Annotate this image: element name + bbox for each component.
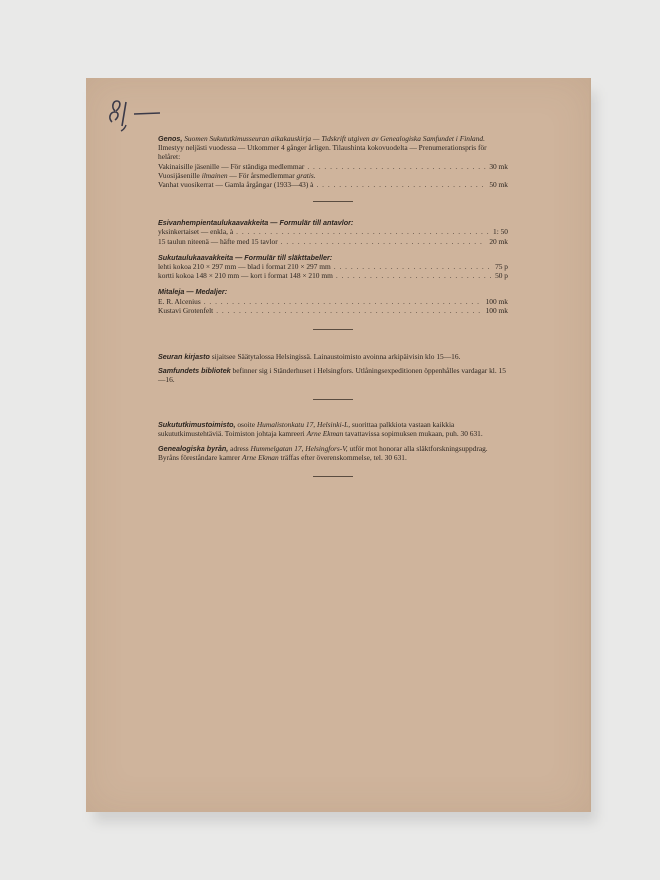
office-sv-text: utför mot honorar alla släktforskningsuppdrag. Byråns föreståndare kamrer — [158, 444, 488, 463]
price-row — [158, 171, 508, 180]
price-row — [158, 180, 508, 189]
price-row — [158, 162, 508, 171]
price-value: 100 mk — [485, 305, 508, 315]
price-value: 100 mk — [485, 296, 508, 306]
price-label: E. R. Alcenius — [158, 296, 201, 306]
price-value: 50 p — [495, 271, 508, 281]
antavlor-section — [158, 218, 508, 246]
leader-dots — [216, 306, 482, 315]
office-sv-title: Genealogiska byrån, — [158, 444, 229, 454]
office-sv-text: träffas efter överenskommelse, tel. 30 631. — [278, 453, 407, 463]
section-title: Esivanhempientaulukaavakkeita — Formulär till antavlor: — [158, 218, 354, 228]
section-title: Sukutaulukaavakkeita — Formulär till släkttabeller: — [158, 252, 333, 262]
price-row — [158, 262, 508, 271]
label-part-italic: gratis. — [296, 170, 316, 180]
price-label: yksinkertaiset — enkla, à — [158, 227, 234, 237]
price-row — [158, 306, 508, 315]
price-row — [158, 237, 508, 246]
divider — [313, 476, 353, 477]
office-fi-text: osoite — [235, 419, 257, 429]
genos-description — [158, 134, 508, 162]
price-label: lehti kokoa 210 × 297 mm — blad i format 210 × 297 mm — [158, 262, 331, 272]
content-column — [158, 134, 508, 491]
office-fi-text: tavattavissa sopimuksen mukaan, puh. 30 631. — [343, 428, 483, 438]
medaljer-section — [158, 287, 508, 315]
leader-dots — [281, 237, 487, 246]
office-fi-title: Sukututkimustoimisto, — [158, 419, 236, 429]
price-label: 15 taulun niteenä — häfte med 15 tavlor — [158, 236, 278, 246]
leader-dots — [336, 271, 492, 280]
price-value: 1: 50 — [493, 227, 508, 237]
price-row — [158, 227, 508, 236]
genos-info: Ilmestyy neljästi vuodessa — Utkommer 4 gånger årligen. Tilaushinta kokovuodelta — Prenumerationspris för helåret: — [158, 143, 487, 162]
price-label: Kustavi Grotenfelt — [158, 305, 214, 315]
label-part: — För årsmedlemmar — [227, 170, 297, 180]
library-fi — [158, 352, 508, 361]
price-label: Vanhat vuosikerrat — Gamla årgångar (1933—43) à — [158, 180, 314, 190]
divider — [313, 329, 353, 330]
price-label: Vakinaisille jäsenille — För ständiga medlemmar — [158, 161, 305, 171]
office-section — [158, 420, 508, 463]
office-sv-manager: Arne Ekman — [241, 453, 279, 463]
label-part-italic: ilmainen — [201, 170, 228, 180]
leader-dots — [204, 297, 483, 306]
library-sv-text: befinner sig i Ständerhuset i Helsingfors. Utlåningsexpeditionen öppenhålles vardagar kl. 15—16. — [158, 366, 506, 385]
office-fi-address: Humalistonkatu 17, Helsinki-L, — [256, 419, 351, 429]
price-value: 20 mk — [489, 236, 508, 246]
price-row — [158, 271, 508, 280]
leader-dots — [236, 227, 490, 236]
office-sv — [158, 444, 508, 462]
office-fi-manager: Arne Ekman — [306, 428, 344, 438]
office-sv-address: Hummelgatan 17, Helsingfors-V, — [250, 444, 348, 454]
section-title: Mitaleja — Medaljer: — [158, 287, 228, 297]
leader-dots — [307, 162, 486, 171]
leader-dots — [316, 180, 486, 189]
library-sv — [158, 366, 508, 384]
price-value: 75 p — [495, 262, 508, 272]
price-value: 50 mk — [489, 180, 508, 190]
library-fi-title: Seuran kirjasto — [158, 352, 210, 362]
library-fi-text: sijaitsee Säätytalossa Helsingissä. Lainaustoimisto avoinna arkipäivisin klo 15—16. — [209, 352, 461, 362]
office-fi — [158, 420, 508, 438]
office-sv-text: adress — [228, 444, 251, 454]
library-sv-title: Samfundets bibliotek — [158, 366, 231, 376]
price-row — [158, 297, 508, 306]
price-value: 30 mk — [489, 161, 508, 171]
divider — [313, 201, 353, 202]
price-label: kortti kokoa 148 × 210 mm — kort i format 148 × 210 mm — [158, 271, 333, 281]
divider — [313, 399, 353, 400]
genos-title: Genos, — [158, 134, 183, 143]
label-part: Vuosijäsenille — [158, 170, 202, 180]
price-label — [158, 171, 316, 180]
slakttabeller-section — [158, 253, 508, 281]
leader-dots — [334, 262, 492, 271]
book-back-cover — [86, 78, 589, 812]
office-fi-text: suorittaa palkkiota vastaan kaikkia sukututkimustehtäviä. Toimiston johtaja kamreeri — [158, 419, 455, 438]
genos-subtitle: Suomen Sukututkimusseuran aikakauskirja — Tidskrift utgiven av Genealogiska Samfundet i Finland. — [184, 134, 485, 143]
genos-section — [158, 134, 508, 189]
library-section — [158, 352, 508, 385]
handwritten-mark — [102, 92, 162, 132]
